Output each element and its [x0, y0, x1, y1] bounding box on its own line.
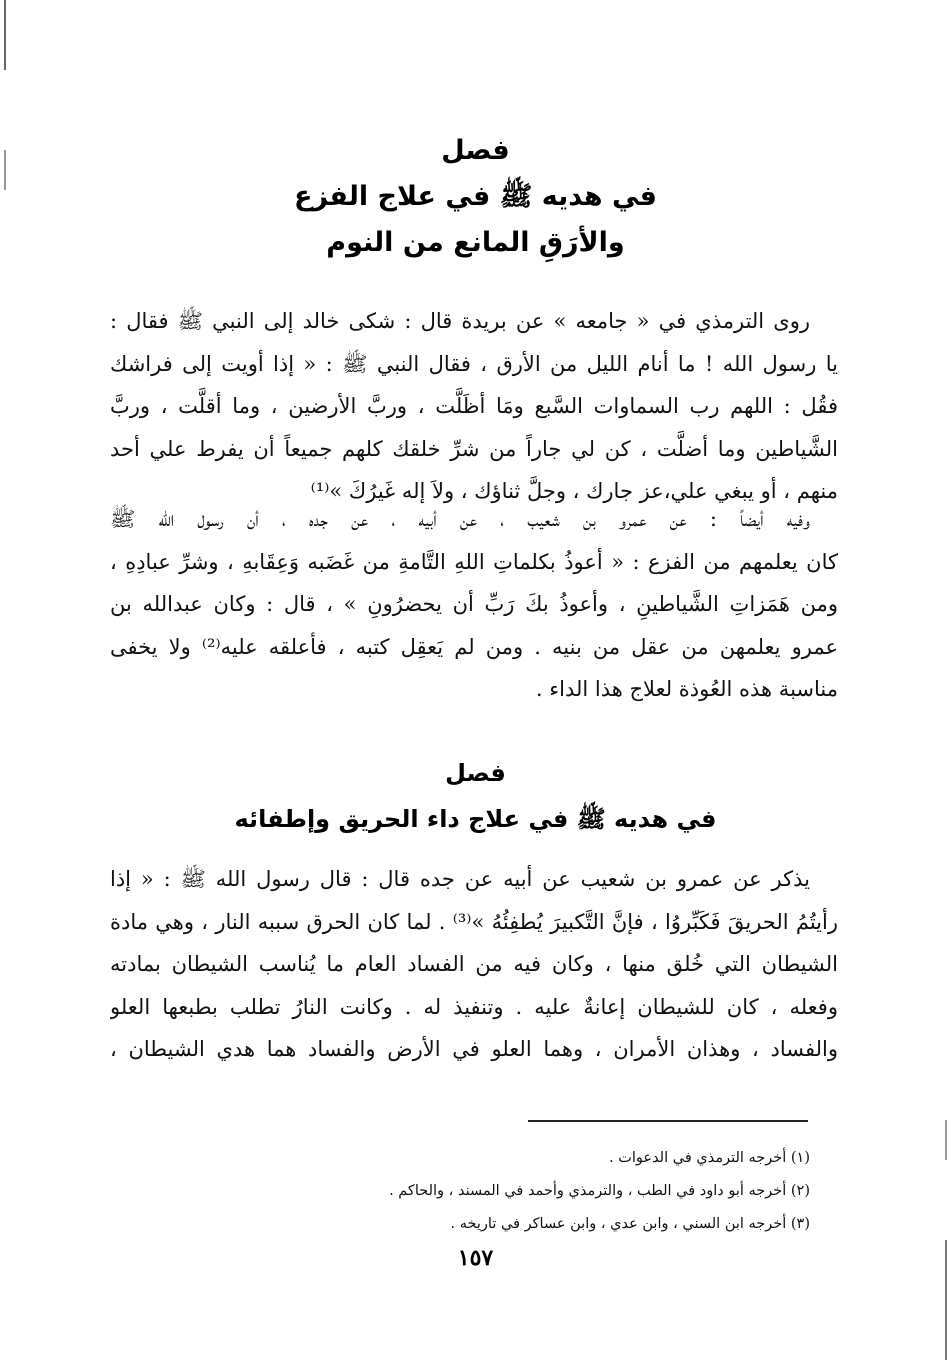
text-line: عمرو يعلمهن من عقل من بنيه . ومن لم يَعقِل كتبه ، فأعلقه عليه⁽²⁾ ولا يخفى [110, 634, 838, 659]
text-line: يا رسول الله ! ما أنام الليل من الأرق ، فقال النبي ﷺ : « إذا أويت إلى فراشك [110, 351, 838, 376]
text-line: والفساد ، وهذان الأمران ، وهما العلو في الأرض والفساد هما هدي الشيطان ، [110, 1037, 838, 1061]
section1-title-line: فصل [441, 135, 510, 166]
text-line: روى الترمذي في « جامعه » عن بريدة قال : شكى خالد إلى النبي ﷺ فقال : [110, 309, 810, 333]
scan-edge-mark [4, 150, 6, 190]
footnotes [300, 1142, 810, 1241]
text-line: فقُل : اللهم رب السماوات السَّبع ومَا أظَلَّت ، وربَّ الأرضين ، وما أقلَّت ، وربَّ [110, 394, 838, 418]
page-number: ١٥٧ [457, 1245, 494, 1271]
text-line: الشيطان التي خُلق منها ، وكان فيه من الفساد العام ما يُناسب الشيطان بمادته [110, 952, 838, 976]
section2-paragraph [110, 858, 838, 1071]
section2-title-line: فصل [445, 759, 506, 787]
text-line: الشَّياطين وما أضلَّت ، كن لي جاراً من شرِّ خلقك كلهم جميعاً أن يفرط علي أحد [110, 436, 838, 461]
text-line: وفيه أيضاً : عن عمرو بن شعيب ، عن أبيه ، عن جده ، أن رسول الله ﷺ [110, 507, 810, 531]
scan-edge-mark [945, 1240, 947, 1360]
text-line: كان يعلمهم من الفزع : « أعوذُ بكلماتِ اللهِ التَّامةِ من غَضَبه وَعِقَابهِ ، وشرِّ عبادِهِ ، [110, 549, 838, 574]
footnote-item: (٢) أخرجه أبو داود في الطب ، والترمذي وأحمد في المسند ، والحاكم . [389, 1183, 810, 1199]
scan-edge-mark [945, 1120, 947, 1160]
text-line: يذكر عن عمرو بن شعيب عن أبيه عن جده قال : قال رسول الله ﷺ : « إذا [110, 867, 810, 891]
text-line: منهم ، أو يبغي علي،عز جارك ، وجلَّ ثناؤك ، ولاَ إله غَيرُكَ »⁽¹⁾ [310, 479, 838, 503]
section2-heading [0, 750, 951, 842]
section1-title-line: في هديه ﷺ في علاج الفزع [294, 181, 657, 212]
footnote-item: (١) أخرجه الترمذي في الدعوات . [609, 1150, 810, 1166]
footnote-item: (٣) أخرجه ابن السني ، وابن عدي ، وابن عساكر في تاريخه . [450, 1216, 810, 1232]
text-line: مناسبة هذه العُوذة لعلاج هذا الداء . [535, 677, 838, 701]
section1-heading [0, 128, 951, 266]
text-line: وفعله ، كان للشيطان إعانةٌ عليه . وتنفيذ له . وكانت النارُ تطلب بطبعها العلو [110, 994, 838, 1019]
text-line: رأيتُمُ الحريقَ فَكَبِّروُا ، فإنَّ التَّكبيرَ يُطفِئُهُ »⁽³⁾ . لما كان الحرق سببه النار ، وهي مادة [110, 909, 838, 934]
section1-paragraph-1 [110, 300, 838, 513]
scan-edge-mark [4, 0, 6, 70]
section1-title-line: والأرَقِ المانع من النوم [326, 227, 625, 258]
footnote-divider [528, 1120, 808, 1122]
section1-paragraph-2 [110, 498, 838, 711]
text-line: ومن هَمَزاتِ الشَّياطينِ ، وأعوذُ بكَ رَبِّ أن يحضرُونِ » ، قال : وكان عبدالله بن [110, 592, 838, 616]
section2-title-line: في هديه ﷺ في علاج داء الحريق وإطفائه [234, 805, 717, 833]
